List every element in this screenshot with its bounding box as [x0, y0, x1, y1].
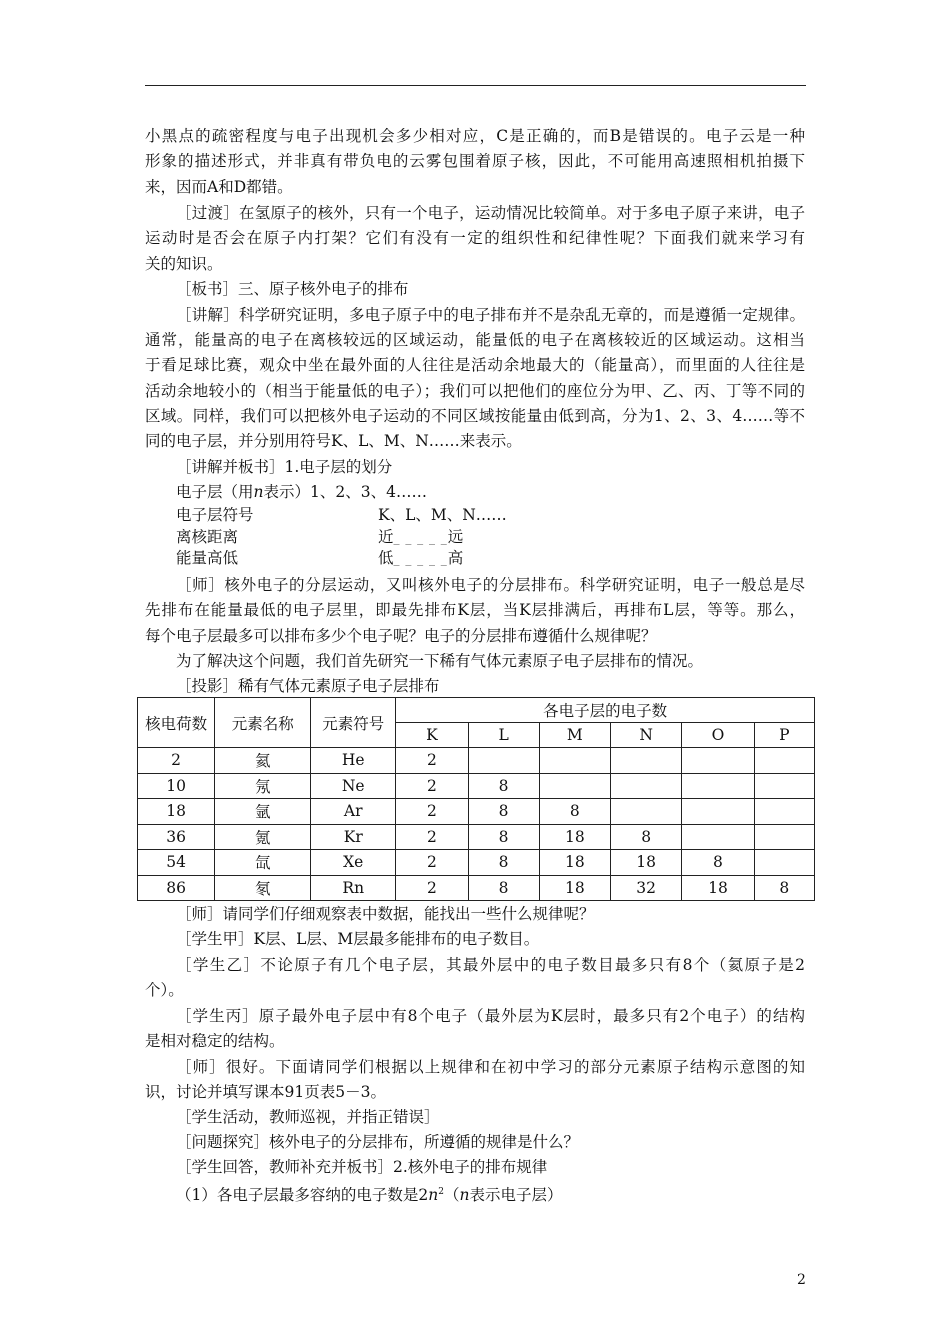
- t: 表示电子层）: [469, 1186, 563, 1205]
- table-cell: 36: [138, 824, 215, 850]
- paragraph-line: 活动余地较小的（相当于能量低的电子）；我们可以把他们的座位分为甲、乙、丙、丁等不同的: [145, 382, 805, 400]
- t: （1）各电子层最多容纳的电子数是2: [176, 1186, 429, 1205]
- table-cell: 18: [539, 850, 610, 876]
- property-value: K、L、M、N……: [378, 506, 507, 524]
- header-shell-O: O: [682, 723, 754, 748]
- paragraph-line: ［师］核外电子的分层运动，又叫核外电子的分层排布。科学研究证明，电子一般总是尽: [176, 576, 805, 594]
- paragraph-line: 先排布在能量最低的电子层里，即最先排布K层，当K层排满后，再排布L层，等等。那么，: [145, 601, 805, 619]
- paragraph-line: ［学生乙］不论原子有几个电子层，其最外层中的电子数目最多只有8个（氦原子是2: [176, 956, 805, 974]
- shell-numbering-line: [176, 482, 427, 502]
- paragraph-line: 识，讨论并填写课本91页表5－3。: [145, 1083, 386, 1101]
- table-cell: [611, 773, 682, 799]
- n-variable: n: [253, 483, 264, 501]
- paragraph-line: ［讲解］科学研究证明，多电子原子中的电子排布并不是杂乱无章的，而是遵循一定规律。: [176, 306, 805, 324]
- paragraph-line: 同的电子层，并分别用符号K、L、M、N……来表示。: [145, 432, 522, 450]
- table-row: [138, 824, 815, 850]
- table-cell: 8: [611, 824, 682, 850]
- range-from: 低: [378, 549, 394, 567]
- paragraph-line: ［师］请同学们仔细观察表中数据，能找出一些什么规律呢？: [176, 905, 595, 923]
- paragraph-line: ［问题探究］核外电子的分层排布，所遵循的规律是什么？: [176, 1133, 580, 1151]
- paragraph-line: 区域。同样，我们可以把核外电子运动的不同区域按能量由低到高，分为1、2、3、4……等不: [145, 407, 805, 425]
- table-cell: 2: [396, 773, 468, 799]
- table-cell: 8: [754, 875, 814, 901]
- paragraph-line: 是相对稳定的结构。: [145, 1032, 285, 1050]
- table-cell: 18: [682, 875, 754, 901]
- t: 表示）1、2、3、4……: [263, 483, 427, 501]
- table-cell: [468, 748, 539, 774]
- property-label: 电子层符号: [176, 506, 254, 524]
- table-cell: [611, 748, 682, 774]
- table-cell: He: [311, 748, 396, 774]
- table-cell: 18: [539, 875, 610, 901]
- paragraph-line: ［讲解并板书］1.电子层的划分: [176, 458, 393, 476]
- table-row: [138, 799, 815, 825]
- property-label: 离核距离: [176, 528, 239, 546]
- paragraph-line: ［过渡］在氢原子的核外，只有一个电子，运动情况比较简单。对于多电子原子来讲，电子: [176, 204, 805, 222]
- table-cell: 2: [396, 875, 468, 901]
- paragraph-line: ［学生回答，教师补充并板书］2.核外电子的排布规律: [176, 1158, 548, 1176]
- paragraph-line: ［学生丙］原子最外电子层中有8个电子（最外层为K层时，最多只有2个电子）的结构: [176, 1007, 805, 1025]
- table-cell: 8: [468, 875, 539, 901]
- range-to: 高: [447, 549, 464, 567]
- table-cell: 2: [396, 850, 468, 876]
- exponent: 2: [438, 1187, 444, 1197]
- table-cell: [611, 799, 682, 825]
- range-to: 远: [447, 528, 464, 546]
- table-cell: [754, 773, 814, 799]
- property-label: 能量高低: [176, 549, 239, 567]
- header-rule: [145, 85, 806, 86]
- header-shell-P: P: [754, 723, 814, 748]
- paragraph-line: 小黑点的疏密程度与电子出现机会多少相对应，C是正确的，而B是错误的。电子云是一种: [145, 127, 805, 145]
- table-cell: [682, 824, 754, 850]
- page-number: 2: [797, 1272, 806, 1288]
- paragraph-line: 通常，能量高的电子在离核较远的区域运动，能量低的电子在离核较近的区域运动。这相当: [145, 331, 805, 349]
- table-cell: [754, 850, 814, 876]
- range-from: 近: [378, 528, 394, 546]
- paragraph-line: 个）。: [145, 981, 184, 999]
- paragraph-line: ［师］很好。下面请同学们根据以上规律和在初中学习的部分元素原子结构示意图的知: [176, 1058, 805, 1076]
- table-cell: 氡: [215, 875, 311, 901]
- table-cell: [754, 748, 814, 774]
- paragraph-line: ［板书］三、原子核外电子的排布: [176, 280, 409, 298]
- table-row: [138, 748, 815, 774]
- header-element-name: 元素名称: [215, 698, 311, 748]
- paragraph-line: 运动时是否会在原子内打架？它们有没有一定的组织性和纪律性呢？下面我们就来学习有: [145, 229, 805, 247]
- table-cell: 氦: [215, 748, 311, 774]
- paragraph-line: ［学生活动，教师巡视，并指正错误］: [176, 1108, 440, 1126]
- table-cell: 2: [138, 748, 215, 774]
- table-cell: Rn: [311, 875, 396, 901]
- table-cell: [539, 773, 610, 799]
- header-element-symbol: 元素符号: [311, 698, 396, 748]
- table-cell: 18: [611, 850, 682, 876]
- table-cell: Kr: [311, 824, 396, 850]
- table-cell: 8: [539, 799, 610, 825]
- table-cell: Xe: [311, 850, 396, 876]
- shell-property-row: [176, 505, 507, 525]
- table-cell: 氩: [215, 799, 311, 825]
- table-cell: 8: [468, 773, 539, 799]
- table-header-row: [138, 698, 815, 723]
- paragraph-line: ［学生甲］K层、L层、M层最多能排布的电子数目。: [176, 930, 540, 948]
- table-cell: 氖: [215, 773, 311, 799]
- table-cell: 86: [138, 875, 215, 901]
- header-shell-electrons: 各电子层的电子数: [396, 698, 815, 723]
- table-cell: 氪: [215, 824, 311, 850]
- paragraph-line: 每个电子层最多可以排布多少个电子呢？电子的分层排布遵循什么规律呢？: [145, 627, 657, 645]
- table-cell: 8: [468, 799, 539, 825]
- table-cell: 2: [396, 824, 468, 850]
- table-cell: 8: [682, 850, 754, 876]
- table-cell: 54: [138, 850, 215, 876]
- header-shell-M: M: [539, 723, 610, 748]
- paragraph-line: ［投影］稀有气体元素原子电子层排布: [176, 677, 440, 695]
- paragraph-line: 为了解决这个问题，我们首先研究一下稀有气体元素原子电子层排布的情况。: [176, 652, 704, 670]
- table-row: [138, 850, 815, 876]
- table-cell: Ne: [311, 773, 396, 799]
- n-variable: n: [428, 1186, 439, 1205]
- paragraph-line: 形象的描述形式，并非真有带负电的云雾包围着原子核，因此，不可能用高速照相机拍摄下: [145, 152, 805, 170]
- range-dash: _ _ _ _ _: [393, 552, 448, 566]
- table-cell: [754, 799, 814, 825]
- table-row: [138, 875, 815, 901]
- table-cell: 18: [539, 824, 610, 850]
- range-dash: _ _ _ _ _: [393, 531, 448, 545]
- header-shell-L: L: [468, 723, 539, 748]
- table-cell: [754, 824, 814, 850]
- header-shell-N: N: [611, 723, 682, 748]
- table-cell: 8: [468, 850, 539, 876]
- table-cell: [682, 799, 754, 825]
- rule-1-line: [176, 1182, 562, 1205]
- table-cell: 2: [396, 748, 468, 774]
- table-cell: [682, 748, 754, 774]
- t: （: [443, 1186, 460, 1205]
- table-cell: 18: [138, 799, 215, 825]
- table-cell: 8: [468, 824, 539, 850]
- table-cell: [682, 773, 754, 799]
- header-nuclear-charge: 核电荷数: [138, 698, 215, 748]
- shell-property-row: [176, 527, 464, 547]
- t: 电子层（用: [176, 483, 254, 501]
- table-cell: 32: [611, 875, 682, 901]
- shell-property-row: [176, 548, 464, 568]
- table-cell: 10: [138, 773, 215, 799]
- paragraph-line: 来，因而A和D都错。: [145, 178, 293, 196]
- n-variable: n: [459, 1186, 470, 1205]
- table-cell: 2: [396, 799, 468, 825]
- header-shell-K: K: [396, 723, 468, 748]
- table-cell: Ar: [311, 799, 396, 825]
- table-cell: [539, 748, 610, 774]
- noble-gas-electron-table: [137, 697, 815, 901]
- paragraph-line: 于看足球比赛，观众中坐在最外面的人往往是活动余地最大的（能量高），而里面的人往往是: [145, 356, 805, 374]
- table-cell: 氙: [215, 850, 311, 876]
- table-row: [138, 773, 815, 799]
- paragraph-line: 关的知识。: [145, 255, 223, 273]
